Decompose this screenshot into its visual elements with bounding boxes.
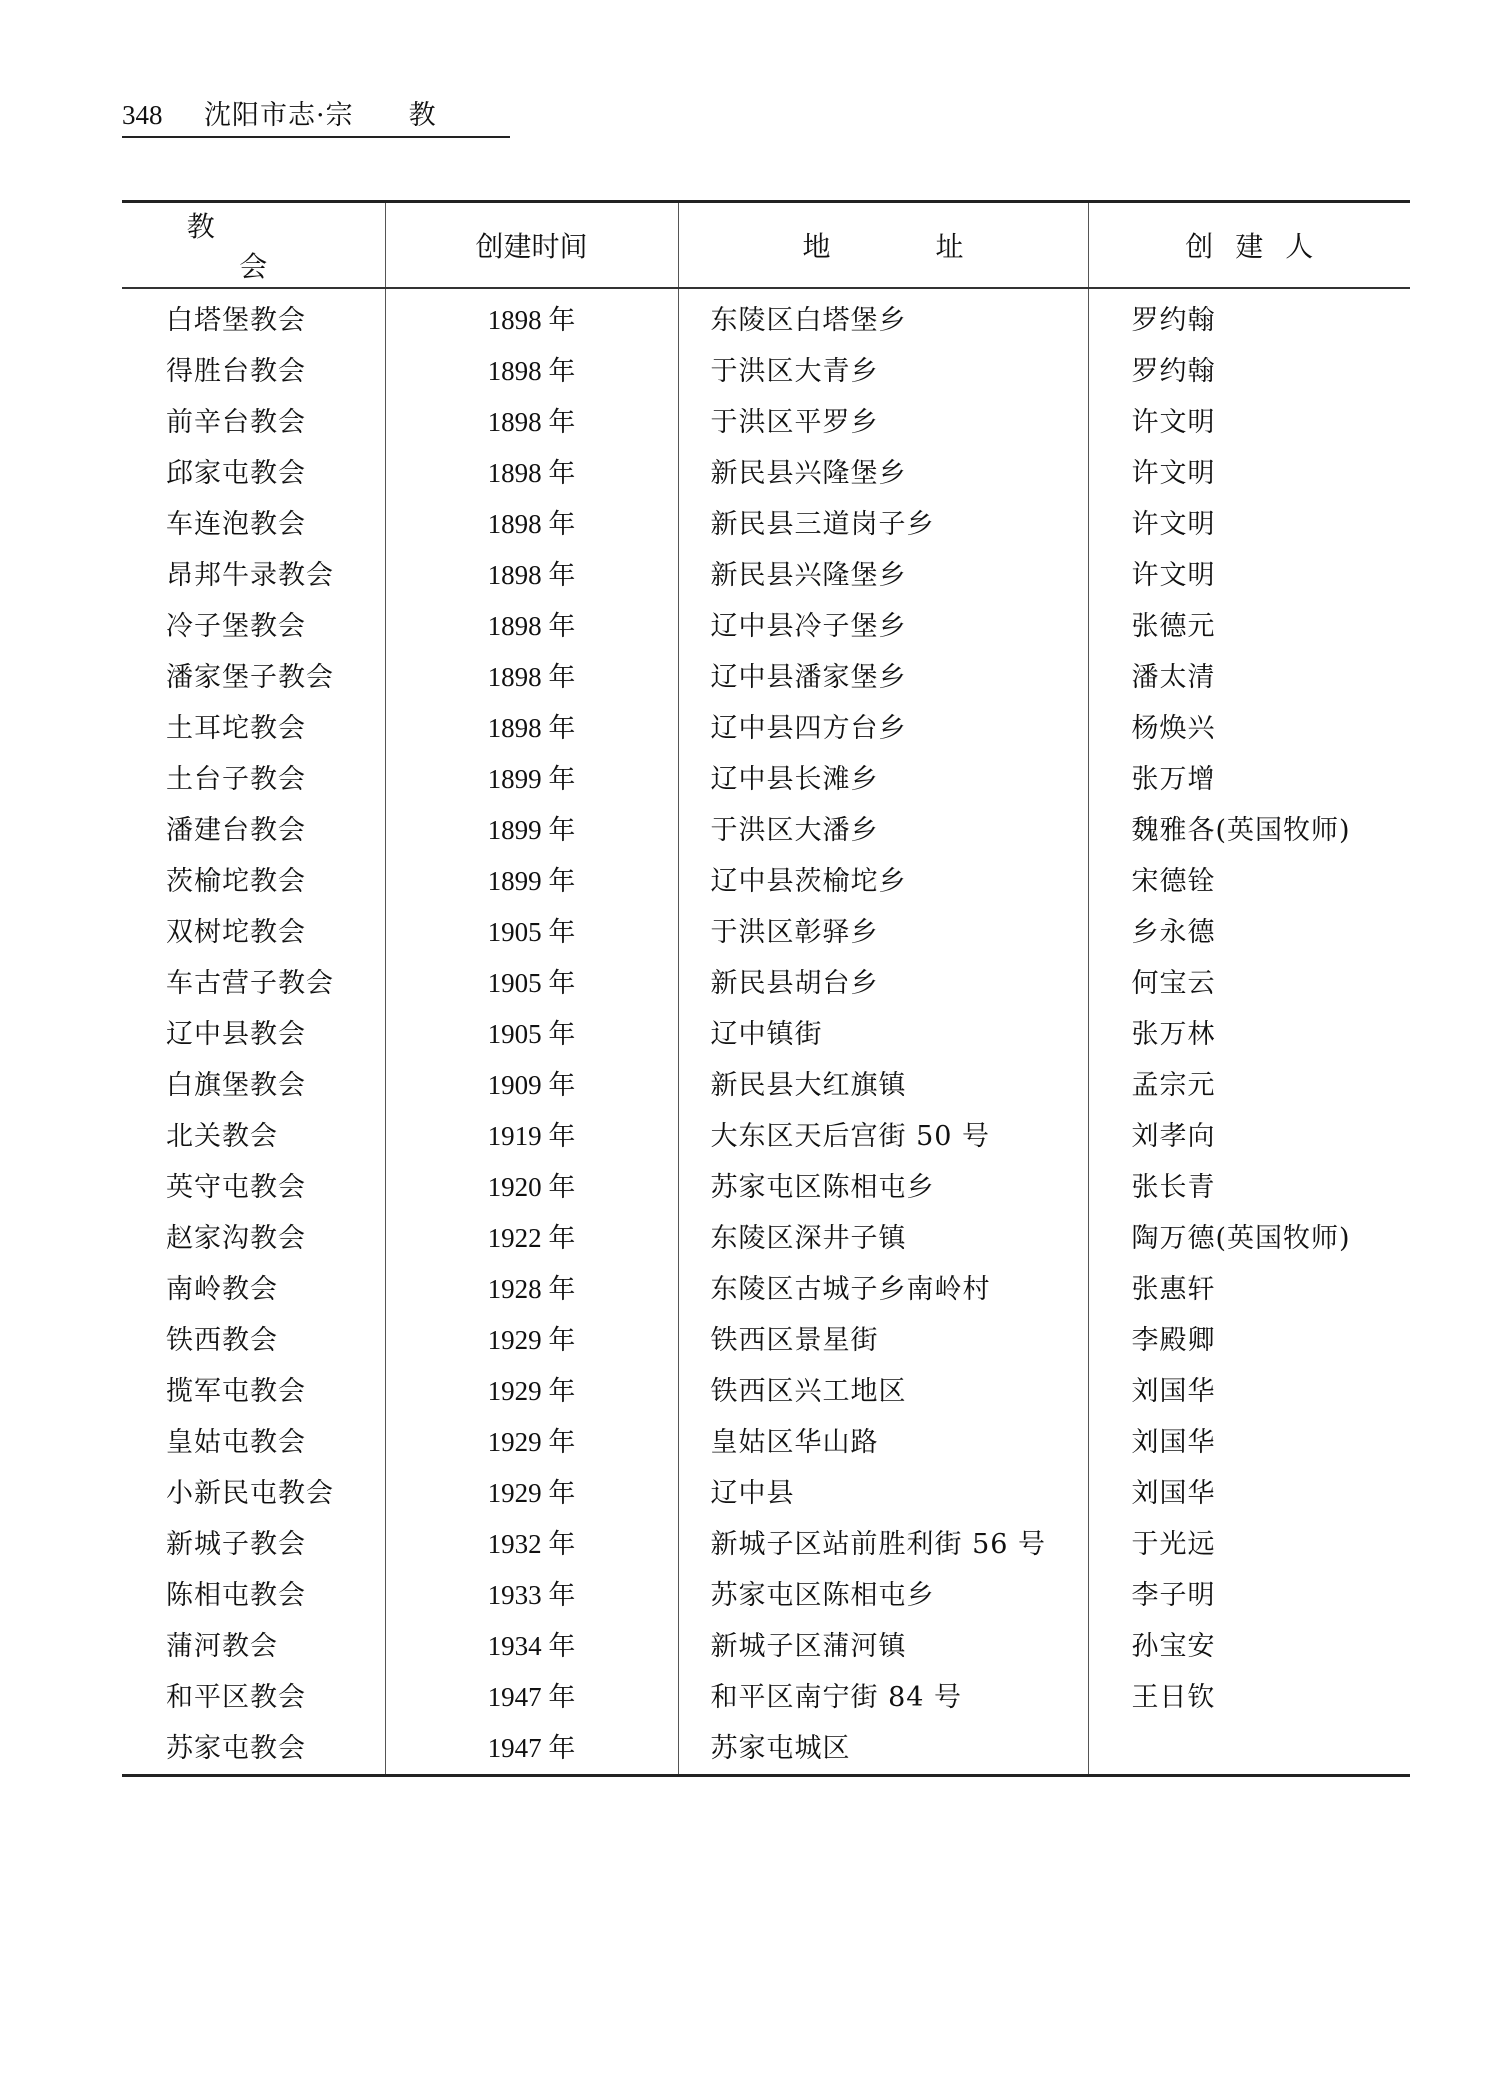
address-cell: 东陵区古城子乡南岭村: [678, 1264, 1088, 1315]
column-header-founder: [1088, 202, 1410, 289]
founder-cell: 王日钦: [1088, 1672, 1410, 1723]
founder-cell: 张万增: [1088, 754, 1410, 805]
founder-cell: [1088, 1723, 1410, 1776]
address-cell: 于洪区大青乡: [678, 346, 1088, 397]
table-row: [122, 805, 1410, 856]
table-row: [122, 1111, 1410, 1162]
founding-year-cell: 1929 年: [385, 1366, 678, 1417]
table-row: [122, 703, 1410, 754]
address-cell: 新城子区蒲河镇: [678, 1621, 1088, 1672]
table-row: [122, 397, 1410, 448]
church-name-cell: 冷子堡教会: [166, 611, 306, 642]
table-row: [122, 1315, 1410, 1366]
church-name-cell: 陈相屯教会: [166, 1580, 306, 1611]
address-cell: 东陵区深井子镇: [678, 1213, 1088, 1264]
church-name-cell: 得胜台教会: [166, 356, 306, 387]
table-row: [122, 550, 1410, 601]
table-row: [122, 601, 1410, 652]
founding-year-cell: 1905 年: [385, 1009, 678, 1060]
address-cell: 新民县大红旗镇: [678, 1060, 1088, 1111]
church-name-cell: 蒲河教会: [166, 1631, 278, 1662]
address-cell: 于洪区彰驿乡: [678, 907, 1088, 958]
founder-cell: 许文明: [1088, 397, 1410, 448]
founding-year-cell: 1947 年: [385, 1672, 678, 1723]
table-row: [122, 907, 1410, 958]
table-row: [122, 499, 1410, 550]
founding-year-cell: 1934 年: [385, 1621, 678, 1672]
table-row: [122, 1468, 1410, 1519]
church-name-cell: 前辛台教会: [166, 407, 306, 438]
founding-year-cell: 1898 年: [385, 550, 678, 601]
church-table-container: [122, 200, 1410, 1777]
table-row: [122, 1621, 1410, 1672]
church-name-cell: 双树坨教会: [166, 917, 306, 948]
founder-cell: 杨焕兴: [1088, 703, 1410, 754]
address-cell: 皇姑区华山路: [678, 1417, 1088, 1468]
column-header-label: 地址: [802, 230, 1069, 263]
table-row: [122, 1060, 1410, 1111]
founder-cell: 乡永德: [1088, 907, 1410, 958]
founder-cell: 魏雅各(英国牧师): [1088, 805, 1410, 856]
address-cell: 辽中县茨榆坨乡: [678, 856, 1088, 907]
address-cell: 辽中县四方台乡: [678, 703, 1088, 754]
founding-year-cell: 1899 年: [385, 856, 678, 907]
church-name-cell: 潘家堡子教会: [166, 662, 334, 693]
address-cell: 苏家屯城区: [678, 1723, 1088, 1776]
founding-year-cell: 1898 年: [385, 397, 678, 448]
table-row: [122, 1366, 1410, 1417]
founding-year-cell: 1905 年: [385, 907, 678, 958]
founding-year-cell: 1898 年: [385, 601, 678, 652]
founder-cell: 宋德铨: [1088, 856, 1410, 907]
column-header-label: 创建时间: [475, 230, 588, 263]
address-cell: 辽中县冷子堡乡: [678, 601, 1088, 652]
founding-year-cell: 1899 年: [385, 754, 678, 805]
founder-cell: 刘孝向: [1088, 1111, 1410, 1162]
address-cell: 新民县胡台乡: [678, 958, 1088, 1009]
founder-cell: 潘太清: [1088, 652, 1410, 703]
address-cell: 于洪区平罗乡: [678, 397, 1088, 448]
founder-cell: 刘国华: [1088, 1366, 1410, 1417]
founder-cell: 许文明: [1088, 550, 1410, 601]
church-name-cell: 茨榆坨教会: [166, 866, 306, 897]
church-name-cell: 南岭教会: [166, 1274, 278, 1305]
table-row: [122, 958, 1410, 1009]
address-cell: 辽中县潘家堡乡: [678, 652, 1088, 703]
page-header: [122, 98, 510, 138]
table-row: [122, 1723, 1410, 1776]
church-name-cell: 车连泡教会: [166, 509, 306, 540]
church-name-cell: 新城子教会: [166, 1529, 306, 1560]
founding-year-cell: 1928 年: [385, 1264, 678, 1315]
founder-cell: 张万林: [1088, 1009, 1410, 1060]
founder-cell: 刘国华: [1088, 1468, 1410, 1519]
founding-year-cell: 1898 年: [385, 346, 678, 397]
address-cell: 铁西区景星街: [678, 1315, 1088, 1366]
church-table: [122, 200, 1410, 1777]
table-row: [122, 448, 1410, 499]
founder-cell: 罗约翰: [1088, 346, 1410, 397]
table-header-row: [122, 202, 1410, 289]
table-row: [122, 652, 1410, 703]
running-title-tail: 教: [408, 100, 437, 131]
address-cell: 新民县三道岗子乡: [678, 499, 1088, 550]
founder-cell: 孙宝安: [1088, 1621, 1410, 1672]
church-name-cell: 揽军屯教会: [166, 1376, 306, 1407]
church-name-cell: 苏家屯教会: [166, 1733, 306, 1764]
column-header-year: [385, 202, 678, 289]
founder-cell: 李殿卿: [1088, 1315, 1410, 1366]
founder-cell: 张长青: [1088, 1162, 1410, 1213]
founder-cell: 陶万德(英国牧师): [1088, 1213, 1410, 1264]
running-title: 沈阳市志·宗: [204, 100, 354, 131]
founding-year-cell: 1920 年: [385, 1162, 678, 1213]
church-name-cell: 英守屯教会: [166, 1172, 306, 1203]
founder-cell: 于光远: [1088, 1519, 1410, 1570]
founder-cell: 何宝云: [1088, 958, 1410, 1009]
table-row: [122, 1672, 1410, 1723]
founder-cell: 许文明: [1088, 499, 1410, 550]
founding-year-cell: 1929 年: [385, 1315, 678, 1366]
address-cell: 新城子区站前胜利街 56 号: [678, 1519, 1088, 1570]
column-header-address: [678, 202, 1088, 289]
founding-year-cell: 1947 年: [385, 1723, 678, 1776]
founding-year-cell: 1909 年: [385, 1060, 678, 1111]
address-cell: 铁西区兴工地区: [678, 1366, 1088, 1417]
founding-year-cell: 1898 年: [385, 288, 678, 346]
church-name-cell: 辽中县教会: [166, 1019, 306, 1050]
table-header: [122, 202, 1410, 289]
church-name-cell: 和平区教会: [166, 1682, 306, 1713]
address-cell: 新民县兴隆堡乡: [678, 448, 1088, 499]
address-cell: 苏家屯区陈相屯乡: [678, 1162, 1088, 1213]
founder-cell: 刘国华: [1088, 1417, 1410, 1468]
founding-year-cell: 1905 年: [385, 958, 678, 1009]
church-name-cell: 小新民屯教会: [166, 1478, 334, 1509]
founder-cell: 张惠轩: [1088, 1264, 1410, 1315]
church-name-cell: 车古营子教会: [166, 968, 334, 999]
church-name-cell: 土耳坨教会: [166, 713, 306, 744]
founder-cell: 罗约翰: [1088, 288, 1410, 346]
church-name-cell: 土台子教会: [166, 764, 306, 795]
address-cell: 辽中县: [678, 1468, 1088, 1519]
table-row: [122, 346, 1410, 397]
founding-year-cell: 1898 年: [385, 703, 678, 754]
table-row: [122, 754, 1410, 805]
address-cell: 于洪区大潘乡: [678, 805, 1088, 856]
address-cell: 新民县兴隆堡乡: [678, 550, 1088, 601]
founding-year-cell: 1898 年: [385, 448, 678, 499]
column-header-label: 教会: [186, 210, 373, 283]
table-row: [122, 1264, 1410, 1315]
church-name-cell: 邱家屯教会: [166, 458, 306, 489]
founder-cell: 张德元: [1088, 601, 1410, 652]
founder-cell: 李子明: [1088, 1570, 1410, 1621]
founder-cell: 许文明: [1088, 448, 1410, 499]
church-name-cell: 昂邦牛录教会: [166, 560, 334, 591]
founding-year-cell: 1898 年: [385, 499, 678, 550]
table-body: [122, 288, 1410, 1776]
column-header-church: [122, 202, 385, 289]
table-row: [122, 1162, 1410, 1213]
table-row: [122, 1417, 1410, 1468]
founding-year-cell: 1929 年: [385, 1468, 678, 1519]
address-cell: 苏家屯区陈相屯乡: [678, 1570, 1088, 1621]
page-number: 348: [122, 100, 163, 130]
church-name-cell: 赵家沟教会: [166, 1223, 306, 1254]
table-row: [122, 1213, 1410, 1264]
founding-year-cell: 1899 年: [385, 805, 678, 856]
founding-year-cell: 1898 年: [385, 652, 678, 703]
founding-year-cell: 1922 年: [385, 1213, 678, 1264]
address-cell: 辽中县长滩乡: [678, 754, 1088, 805]
table-row: [122, 856, 1410, 907]
founder-cell: 孟宗元: [1088, 1060, 1410, 1111]
column-header-label: 创建人: [1185, 230, 1336, 263]
table-row: [122, 1519, 1410, 1570]
church-name-cell: 铁西教会: [166, 1325, 278, 1356]
church-name-cell: 皇姑屯教会: [166, 1427, 306, 1458]
table-row: [122, 1009, 1410, 1060]
church-name-cell: 潘建台教会: [166, 815, 306, 846]
address-cell: 辽中镇街: [678, 1009, 1088, 1060]
church-name-cell: 白旗堡教会: [166, 1070, 306, 1101]
table-row: [122, 288, 1410, 346]
founding-year-cell: 1933 年: [385, 1570, 678, 1621]
founding-year-cell: 1932 年: [385, 1519, 678, 1570]
address-cell: 大东区天后宫街 50 号: [678, 1111, 1088, 1162]
church-name-cell: 白塔堡教会: [166, 305, 306, 336]
founding-year-cell: 1929 年: [385, 1417, 678, 1468]
table-row: [122, 1570, 1410, 1621]
church-name-cell: 北关教会: [166, 1121, 278, 1152]
founding-year-cell: 1919 年: [385, 1111, 678, 1162]
address-cell: 和平区南宁街 84 号: [678, 1672, 1088, 1723]
address-cell: 东陵区白塔堡乡: [678, 288, 1088, 346]
